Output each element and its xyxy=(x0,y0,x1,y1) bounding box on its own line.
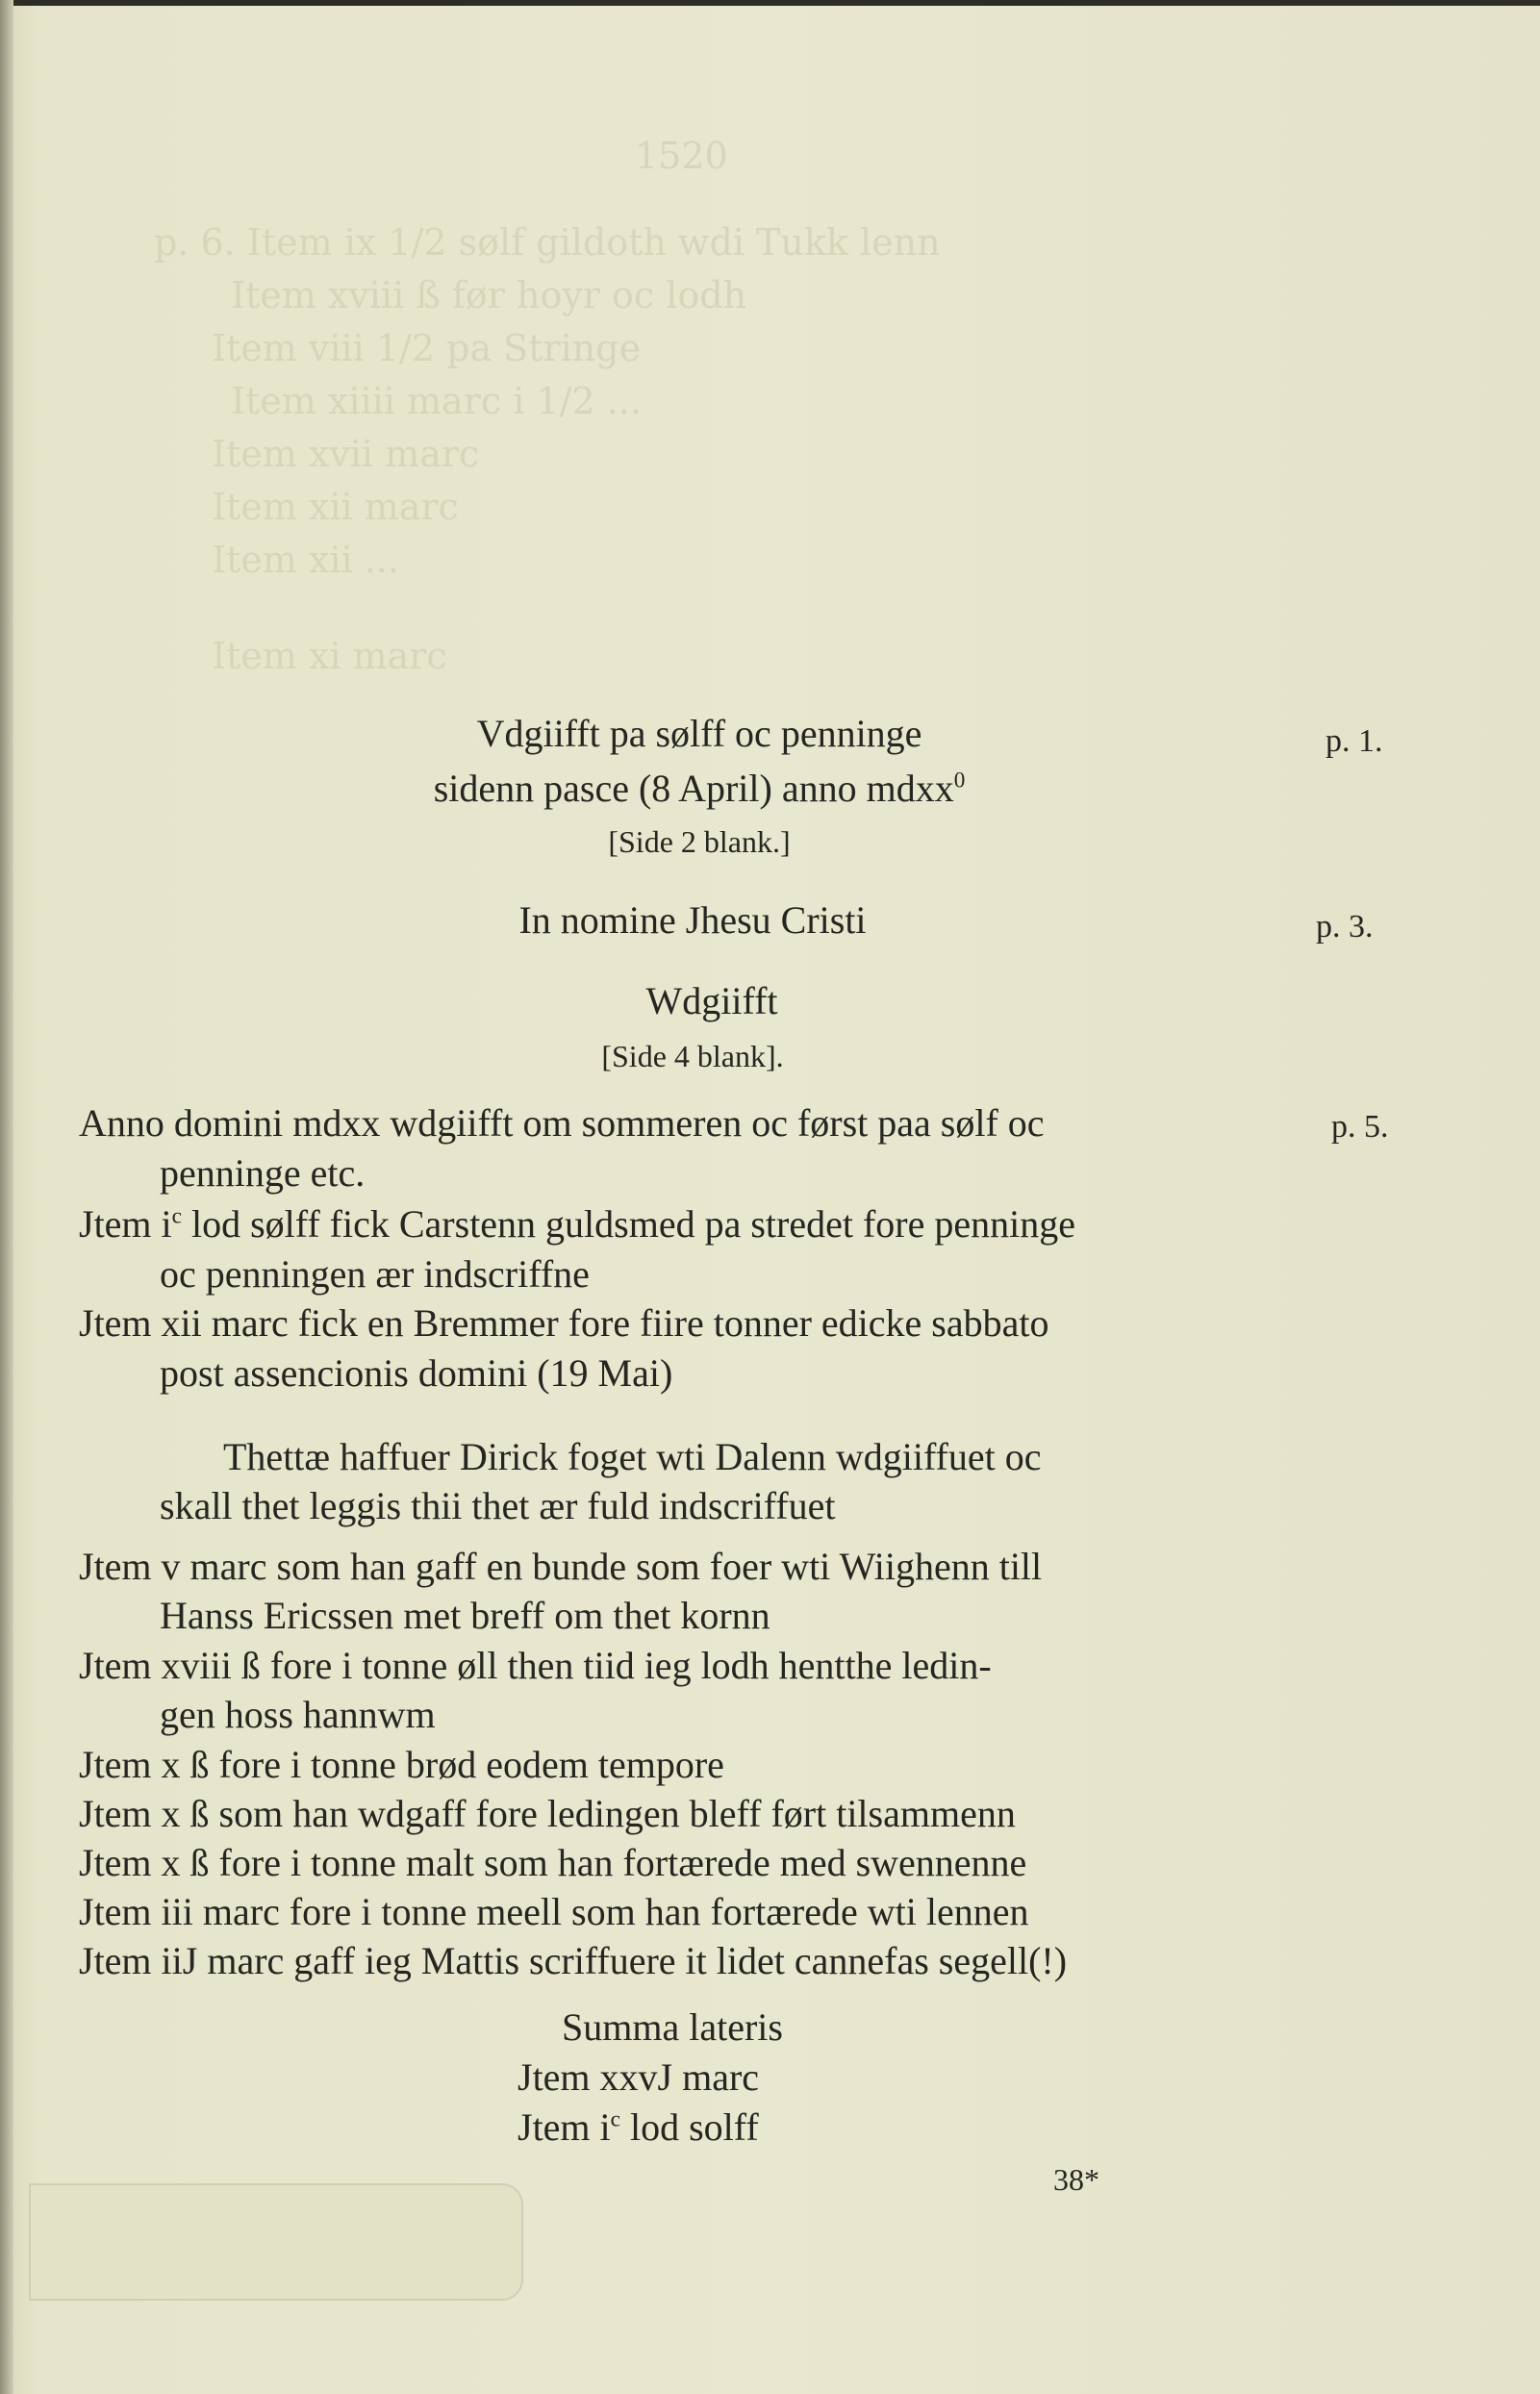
entry-line: post assencionis domini (19 Mai) xyxy=(160,1351,673,1395)
invocation-line: In nomine Jhesu Cristi xyxy=(518,898,867,942)
title-line-2: sidenn pasce (8 April) anno mdxx$^0$ xyxy=(433,767,966,810)
entry-line: penninge etc. xyxy=(160,1151,366,1195)
entry-line: Jtem iii marc fore i tonne meell som han fortærede wti lennen xyxy=(79,1890,1029,1933)
entry-line: Jtem xii marc fick en Bremmer fore fiire tonner edicke sabbato xyxy=(79,1301,1049,1345)
entry-line: Jtem $i^c$ lod sølff fick Carstenn guldsmed pa stredet fore penninge xyxy=(79,1202,1075,1246)
paper-stain xyxy=(29,2183,523,2301)
section-heading: Wdgiifft xyxy=(645,979,778,1022)
scan-left-edge xyxy=(0,0,13,2394)
summa-line: Jtem xxvJ marc xyxy=(518,2055,760,2099)
page-reference: p. 3. xyxy=(1316,909,1374,945)
page-reference: p. 1. xyxy=(1325,723,1383,759)
page-reference: p. 5. xyxy=(1331,1109,1389,1145)
entry-line: Jtem x ß fore i tonne brød eodem tempore xyxy=(79,1743,724,1786)
entry-line: oc penningen ær indscriffne xyxy=(160,1252,590,1296)
entry-line: Jtem x ß fore i tonne malt som han fortærede med swennenne xyxy=(79,1841,1027,1884)
summa-title: Summa lateris xyxy=(562,2005,783,2049)
bleed-line: Item xvii marc xyxy=(212,433,480,475)
entry-line: gen hoss hannwm xyxy=(160,1693,436,1736)
entry-line: skall thet leggis thii thet ær fuld indscriffuet xyxy=(160,1484,836,1527)
bleed-line: Item viii 1/2 pa Stringe xyxy=(212,327,642,369)
bleed-line: Item xiiii marc i 1/2 ... xyxy=(231,380,642,422)
entry-line: Jtem xviii ß fore i tonne øll then tiid ieg lodh hentthe ledin- xyxy=(79,1644,992,1687)
bleed-line: Item xii ... xyxy=(212,539,399,581)
entry-line: Anno domini mdxx wdgiifft om sommeren oc først paa sølf oc xyxy=(79,1101,1045,1145)
bleed-line: Item xi marc xyxy=(212,635,447,677)
summa-line: Jtem $i^c$ lod solff xyxy=(518,2105,759,2149)
scan-top-edge xyxy=(0,0,1540,6)
editorial-note: [Side 4 blank]. xyxy=(601,1039,784,1073)
bleed-line: Item xviii ß før hoyr oc lodh xyxy=(231,274,747,316)
bleed-header: 1520 xyxy=(635,135,728,177)
title-line: Vdgiifft pa sølff oc penninge xyxy=(476,712,922,755)
entry-line: Hanss Ericssen met breff om thet kornn xyxy=(160,1594,770,1637)
signature-mark: 38* xyxy=(1053,2162,1099,2197)
entry-line: Thettæ haffuer Dirick foget wti Dalenn wdgiiffuet oc xyxy=(223,1435,1042,1478)
editorial-note: [Side 2 blank.] xyxy=(608,824,791,859)
bleed-line: Item xii marc xyxy=(212,486,459,528)
entry-line: Jtem iiJ marc gaff ieg Mattis scriffuere it lidet cannefas segell(!) xyxy=(79,1939,1068,1982)
entry-line: Jtem v marc som han gaff en bunde som foer wti Wiighenn till xyxy=(79,1545,1043,1588)
bleed-line: p. 6. Item ix 1/2 sølf gildoth wdi Tukk lenn xyxy=(154,221,941,264)
entry-line: Jtem x ß som han wdgaff fore ledingen bleff ført tilsammenn xyxy=(79,1792,1016,1835)
